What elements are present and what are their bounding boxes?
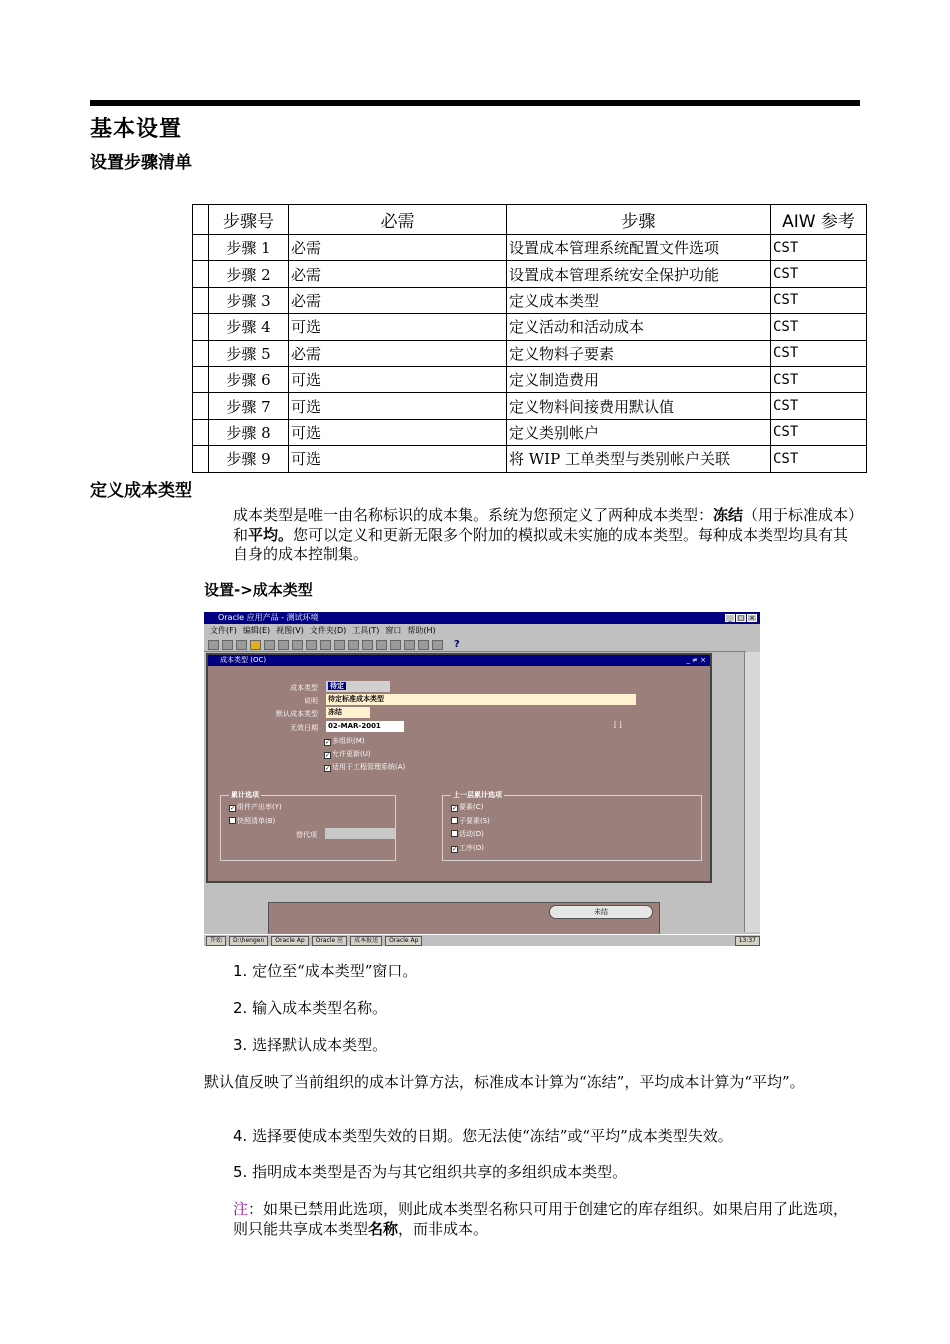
cost-type-field[interactable]: [326, 681, 390, 692]
menu-item[interactable]: 窗口: [385, 626, 402, 635]
table-header-row: [193, 205, 867, 235]
intro-text-c: （用于标准成本）和: [233, 506, 856, 544]
table-left-bar: [193, 205, 209, 235]
close-form-icon[interactable]: [292, 640, 303, 650]
list-item-number: 3.: [233, 1036, 248, 1054]
cell-step: 设置成本管理系统安全保护功能: [507, 261, 771, 287]
cell-aiw: CST: [771, 393, 867, 419]
list-item: [233, 1127, 859, 1147]
previous-level-group: [442, 791, 702, 861]
table-row: [193, 393, 867, 419]
intro-text-a: 成本类型是唯一由名称标识的成本集。系统为您预定义了两种成本类型：: [233, 506, 714, 524]
taskbar-item[interactable]: Oracle 应: [312, 936, 347, 946]
table-left-bar: [193, 393, 209, 419]
col-header-required: 必需: [289, 205, 507, 235]
col-header-aiw: AIW 参考: [771, 205, 867, 235]
inactive-date-label: 无效日期: [290, 724, 318, 732]
cell-step: 定义物料间接费用默认值: [507, 393, 771, 419]
cell-step: 定义物料子要素: [507, 340, 771, 366]
cell-required: 必需: [289, 235, 507, 261]
vertical-scrollbar[interactable]: [744, 652, 760, 932]
operation-checkbox[interactable]: [451, 843, 484, 853]
operation-label: 工序(O): [459, 844, 484, 852]
subelement-label: 子要素(S): [459, 817, 490, 825]
cost-type-label: 成本类型: [290, 684, 318, 692]
table-row: [193, 235, 867, 261]
element-label: 要素(C): [459, 803, 484, 811]
table-left-bar: [193, 235, 209, 261]
multi-org-label: 多组织(M): [332, 737, 365, 745]
page-title: 基本设置: [90, 117, 183, 142]
menu-item[interactable]: 文件夹(D): [309, 626, 347, 635]
cell-required: 必需: [289, 340, 507, 366]
taskbar-clock: 13:37: [735, 936, 760, 946]
form-title: 成本类型 (OC): [220, 656, 267, 664]
menu-item[interactable]: 帮助(H): [407, 626, 436, 635]
copy-icon[interactable]: [320, 640, 331, 650]
list-item-number: 4.: [233, 1127, 248, 1145]
cell-aiw: CST: [771, 235, 867, 261]
checkbox-checked-icon: ✓: [325, 765, 331, 772]
print-icon[interactable]: [278, 640, 289, 650]
note-bold-name: 名称: [368, 1219, 399, 1238]
inactive-date-field[interactable]: 02-MAR-2001: [326, 721, 404, 732]
section-heading-cost-type: 定义成本类型: [90, 481, 192, 501]
list-item: [233, 999, 859, 1019]
menu-item[interactable]: 编辑(E): [242, 626, 271, 635]
snapshot-bom-checkbox[interactable]: [229, 816, 275, 826]
help-icon[interactable]: ?: [454, 639, 460, 650]
cell-aiw: CST: [771, 366, 867, 392]
description-field[interactable]: 待定标准成本类型: [326, 694, 636, 705]
list-item: [233, 1036, 859, 1056]
next-step-icon[interactable]: [264, 640, 275, 650]
default-note-paragraph: 默认值反映了当前组织的成本计算方法，标准成本计算为“冻结”，平均成本计算为“平均”。: [204, 1073, 805, 1091]
menu-item[interactable]: 工具(T): [352, 626, 380, 635]
table-left-bar: [193, 446, 209, 472]
save-icon[interactable]: [250, 640, 261, 650]
close-icon[interactable]: ×: [747, 614, 757, 622]
cell-aiw: CST: [771, 419, 867, 445]
cell-step: 定义类别帐户: [507, 419, 771, 445]
multi-org-checkbox[interactable]: [324, 736, 365, 746]
col-header-step-no: 步骤号: [209, 205, 289, 235]
list-item-text: 选择默认成本类型。: [252, 1036, 388, 1054]
alternate-label: 替代项: [296, 831, 317, 839]
folder-tools-icon[interactable]: [432, 640, 443, 650]
cost-type-form: [206, 653, 712, 883]
cell-step-no: 步骤 7: [209, 393, 289, 419]
delete-icon[interactable]: [362, 640, 373, 650]
rollup-options-group: [220, 791, 396, 861]
oracle-screenshot: [204, 612, 760, 946]
start-button[interactable]: 开始: [206, 936, 226, 946]
section-heading-steps: 设置步骤清单: [90, 153, 192, 173]
component-yield-checkbox[interactable]: [229, 802, 282, 812]
table-row: [193, 340, 867, 366]
new-icon[interactable]: [208, 640, 219, 650]
table-left-bar: [193, 340, 209, 366]
cell-required: 可选: [289, 393, 507, 419]
list-item-number: 5.: [233, 1163, 248, 1181]
intro-text-d: 您可以定义和更新无限多个附加的模拟或未实施的成本类型。每种成本类型均具有其自身的成本控制集。: [233, 525, 849, 563]
cell-required: 必需: [289, 287, 507, 313]
cell-step-no: 步骤 3: [209, 287, 289, 313]
open-button[interactable]: 未结: [549, 905, 653, 919]
cell-step-no: 步骤 2: [209, 261, 289, 287]
checkbox-unchecked-icon: [451, 830, 458, 837]
zoom-icon[interactable]: [390, 640, 401, 650]
setup-steps-table: [192, 204, 867, 473]
checkbox-checked-icon: ✓: [230, 805, 236, 812]
edit-field-icon[interactable]: [376, 640, 387, 650]
cell-step-no: 步骤 6: [209, 366, 289, 392]
taskbar-item[interactable]: Oracle Ap: [271, 936, 308, 946]
cell-aiw: CST: [771, 446, 867, 472]
cell-step-no: 步骤 8: [209, 419, 289, 445]
list-item: [233, 1163, 859, 1183]
rollup-options-title: 累计选项: [231, 791, 259, 799]
cell-aiw: CST: [771, 340, 867, 366]
attachments-icon[interactable]: [418, 640, 429, 650]
default-cost-type-label: 默认成本类型: [276, 710, 318, 718]
cell-step: 设置成本管理系统配置文件选项: [507, 235, 771, 261]
cell-required: 可选: [289, 446, 507, 472]
element-checkbox[interactable]: [451, 802, 483, 812]
table-left-bar: [193, 314, 209, 340]
table-row: [193, 419, 867, 445]
cell-step: 定义活动和活动成本: [507, 314, 771, 340]
note-text-b: ，而非成本。: [398, 1219, 489, 1238]
taskbar-item[interactable]: 成本报送: [350, 936, 382, 946]
list-item-number: 2.: [233, 999, 248, 1017]
checkbox-unchecked-icon: [451, 817, 458, 824]
intro-paragraph: [233, 506, 859, 565]
checkbox-checked-icon: ✓: [325, 739, 331, 746]
navigation-path: 设置->成本类型: [204, 581, 313, 599]
note-text-a: ：如果已禁用此选项，则此成本类型名称只可用于创建它的库存组织。如果启用了此选项，则只能共享成本类型: [233, 1200, 849, 1238]
default-cost-type-field[interactable]: 冻结: [326, 707, 370, 718]
find-icon[interactable]: [222, 640, 233, 650]
cell-step-no: 步骤 1: [209, 235, 289, 261]
toolbar: [204, 638, 746, 652]
cell-step-no: 步骤 5: [209, 340, 289, 366]
taskbar-item[interactable]: Oracle Ap: [385, 936, 422, 946]
cell-required: 可选: [289, 314, 507, 340]
note-paragraph: [233, 1200, 859, 1239]
table-left-bar: [193, 366, 209, 392]
previous-level-title: 上一层累计选项: [453, 791, 502, 799]
checkbox-checked-icon: ✓: [452, 846, 458, 853]
activity-label: 活动(D): [459, 830, 484, 838]
snapshot-bom-label: 快照清单(B): [237, 817, 276, 825]
intro-bold-frozen: 冻结: [713, 506, 744, 524]
cell-required: 可选: [289, 366, 507, 392]
allow-update-checkbox[interactable]: [324, 749, 371, 759]
cell-step: 定义成本类型: [507, 287, 771, 313]
intro-bold-average: 平均。: [248, 525, 294, 544]
list-item-text: 指明成本类型是否为与其它组织共享的多组织成本类型。: [252, 1163, 628, 1181]
cell-step-no: 步骤 9: [209, 446, 289, 472]
col-header-step: 步骤: [507, 205, 771, 235]
list-item: [233, 962, 859, 982]
table-row: [193, 446, 867, 472]
subelement-checkbox[interactable]: [451, 816, 490, 826]
cell-required: 必需: [289, 261, 507, 287]
window-title: Oracle 应用产品 - 测试环境: [218, 613, 319, 622]
menu-bar: [204, 624, 760, 638]
cell-required: 可选: [289, 419, 507, 445]
checkbox-checked-icon: ✓: [325, 752, 331, 759]
taskbar-item[interactable]: D:\hengen: [229, 936, 268, 946]
note-label: 注: [233, 1200, 249, 1218]
form-controls[interactable]: _ ≠ ×: [686, 656, 706, 664]
cell-aiw: CST: [771, 261, 867, 287]
top-rule: [90, 100, 860, 106]
maximize-icon[interactable]: □: [737, 614, 745, 622]
minimize-icon[interactable]: _: [725, 614, 735, 622]
cell-aiw: CST: [771, 287, 867, 313]
table-left-bar: [193, 287, 209, 313]
list-item-number: 1.: [233, 962, 248, 980]
table-row: [193, 261, 867, 287]
checkbox-checked-icon: ✓: [452, 805, 458, 812]
translations-icon[interactable]: [404, 640, 415, 650]
table-left-bar: [193, 261, 209, 287]
cell-step: 定义制造费用: [507, 366, 771, 392]
description-label: 说明: [304, 697, 318, 705]
list-item-text: 定位至“成本类型”窗口。: [252, 962, 418, 980]
window-titlebar: [204, 612, 760, 624]
paste-icon[interactable]: [334, 640, 345, 650]
menu-item[interactable]: 视图(V): [276, 626, 304, 635]
cut-icon[interactable]: [306, 640, 317, 650]
table-left-bar: [193, 419, 209, 445]
clear-record-icon[interactable]: [348, 640, 359, 650]
windows-taskbar: [204, 934, 760, 946]
list-item-text: 输入成本类型名称。: [252, 999, 388, 1017]
cell-aiw: CST: [771, 314, 867, 340]
menu-item[interactable]: 文件(F): [210, 626, 237, 635]
alternate-field[interactable]: [325, 828, 395, 839]
table-row: [193, 366, 867, 392]
cost-type-value: 待定: [330, 682, 344, 690]
form-titlebar: [208, 655, 710, 666]
component-yield-label: 组件产出率(Y): [237, 803, 282, 811]
descriptive-flexfield[interactable]: [ ]: [614, 721, 622, 729]
table-row: [193, 287, 867, 313]
cell-step-no: 步骤 4: [209, 314, 289, 340]
window-controls: [725, 614, 757, 622]
activity-checkbox[interactable]: [451, 829, 484, 839]
list-item-text: 选择要使成本类型失效的日期。您无法使“冻结”或“平均”成本类型失效。: [252, 1127, 733, 1145]
pmp-checkbox[interactable]: [324, 762, 405, 772]
navigator-icon[interactable]: [236, 640, 247, 650]
allow-update-label: 允许更新(U): [332, 750, 371, 758]
table-row: [193, 314, 867, 340]
checkbox-unchecked-icon: [229, 817, 236, 824]
cell-step: 将 WIP 工单类型与类别帐户关联: [507, 446, 771, 472]
pmp-label: 适用于工程管理系统(A): [332, 763, 406, 771]
